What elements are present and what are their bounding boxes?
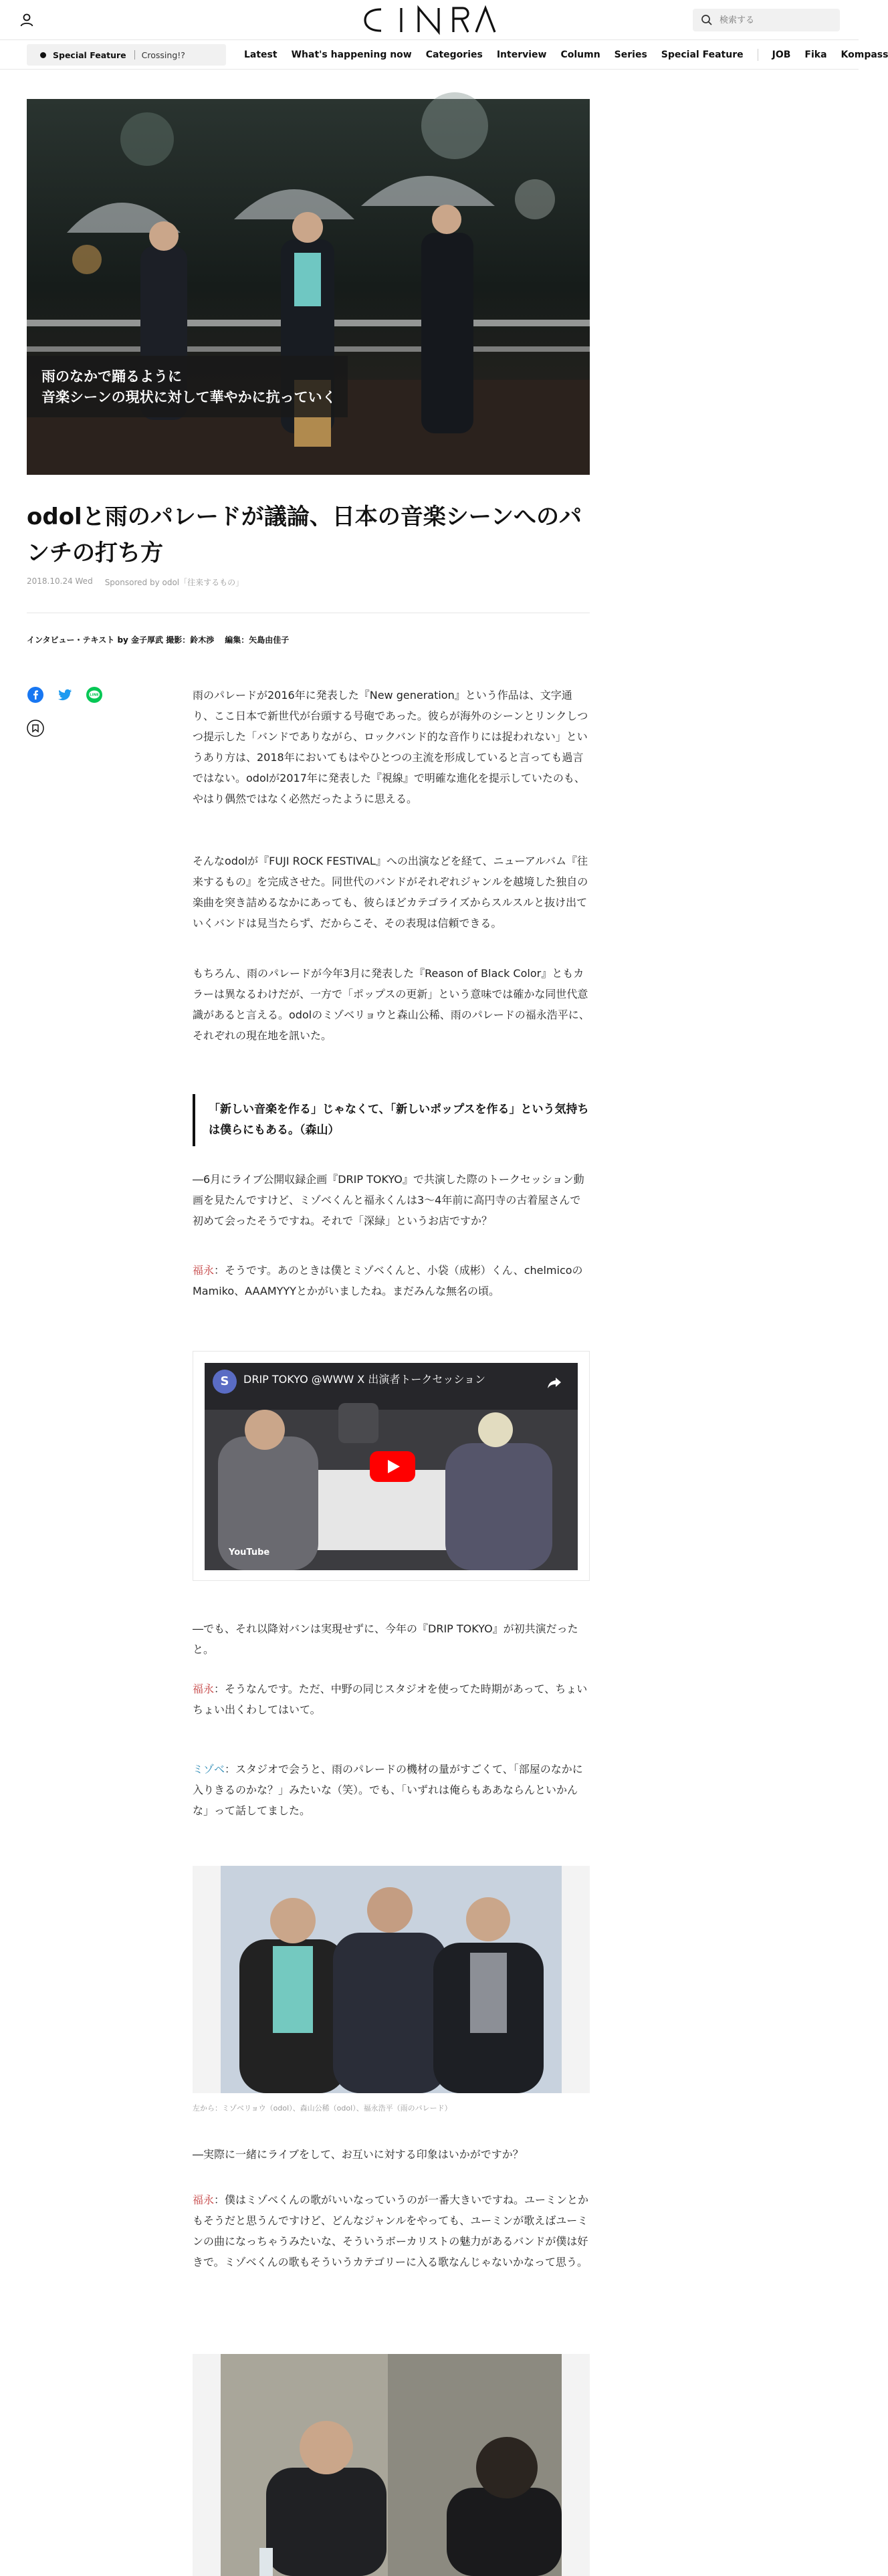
- search-box[interactable]: [693, 9, 840, 31]
- pull-quote: 「新しい音楽を作る」じゃなくて、「新しいポップスを作る」という気持ちは僕らにもある。（森山）: [193, 1094, 590, 1146]
- site-header: [0, 0, 859, 40]
- feature-label: Special Feature: [53, 49, 126, 60]
- bullet-dot: [40, 52, 46, 58]
- feature-sub-link[interactable]: Crossing!?: [141, 49, 185, 60]
- hero-caption-line1: 雨のなかで踊るように: [41, 368, 182, 385]
- answer-text: ：僕はミゾベくんの歌がいいなっていうのが一番大きいですね。ユーミンとかもそうだと思うんですけど、どんなジャンルをやっても、ユーミンが歌えばユーミンの曲になっちゃうみたいな、そういうボーカリストの魅力があるバンドが僕は好きで。ミゾベくんの歌もそういうカテゴリーに入る歌なんじゃないかなって思う。: [193, 2193, 589, 2268]
- play-button[interactable]: [370, 1451, 415, 1482]
- article-credits: [27, 634, 300, 645]
- article-photo: [193, 1866, 590, 2093]
- article-meta: [27, 576, 255, 588]
- nav-latest[interactable]: Latest: [244, 49, 278, 60]
- share-buttons: [27, 686, 99, 740]
- special-feature-pill[interactable]: [27, 44, 226, 66]
- facebook-icon[interactable]: [27, 686, 44, 704]
- twitter-icon[interactable]: [56, 686, 74, 704]
- site-logo[interactable]: [361, 4, 497, 36]
- pocket-icon[interactable]: [27, 720, 44, 737]
- speaker-name: 福永: [193, 1264, 215, 1277]
- sponsor-text: Sponsored by odol「往来するもの」: [104, 578, 244, 587]
- question-paragraph: ―でも、それ以降対バンは実現せずに、今年の『DRIP TOKYO』が初共演だったと。: [193, 1622, 578, 1656]
- answer-paragraph: [193, 2189, 590, 2272]
- answer-paragraph: [193, 1759, 590, 1821]
- article-title: [27, 499, 590, 571]
- nav-column[interactable]: Column: [560, 49, 600, 60]
- question-paragraph: ―実際に一緒にライブをして、お互いに対する印象はいかがですか？: [193, 2148, 524, 2161]
- answer-text: ：そうです。あのときは僕とミゾベくんと、小袋（成彬）くん、chelmicoのMamiko、AAAMYYYとかがいましたね。まだみんな無名の頃。: [193, 1264, 583, 1297]
- body-paragraph: もちろん、雨のパレードが今年3月に発表した『Reason of Black Color』ともカラーは異なるわけだが、一方で「ポップスの更新」という意味では確かな同世代意識があると言える。odolのミゾベリョウと森山公稀、雨のパレードの福永浩平に、それぞれの現在地を訊いた。: [193, 967, 590, 1042]
- photo-caption: 左から：ミゾベリョウ（odol）、森山公稀（odol）、福永浩平（雨のパレード）: [193, 2104, 452, 2113]
- video-title[interactable]: DRIP TOKYO @WWW X 出演者トークセッション: [243, 1373, 486, 1386]
- credits-editor: 編集：矢島由佳子: [225, 635, 290, 645]
- answer-paragraph: [193, 1260, 590, 1301]
- answer-paragraph: [193, 1679, 590, 1720]
- share-icon[interactable]: [546, 1374, 563, 1391]
- user-icon[interactable]: [19, 12, 35, 28]
- main-nav: [0, 40, 888, 70]
- question-paragraph: ―6月にライブ公開収録企画『DRIP TOKYO』で共演した際のトークセッション動画を見たんですけど、ミゾベくんと福永くんは3～4年前に高円寺の古着屋さんで初めて会ったそうですね。それで「深緑」というお店ですか？: [193, 1173, 584, 1227]
- line-icon[interactable]: [86, 686, 103, 704]
- svg-text:LINE: LINE: [90, 693, 99, 697]
- hero-caption-line2: 音楽シーンの現状に対して華やかに抗っていく: [41, 389, 336, 405]
- answer-text: ：そうなんです。ただ、中野の同じスタジオを使ってた時期があって、ちょいちょい出くわしてはいて。: [193, 1683, 588, 1716]
- hero-image: [27, 99, 590, 475]
- speaker-name: ミゾベ: [193, 1763, 225, 1776]
- search-input[interactable]: [719, 13, 833, 27]
- publish-date: 2018.10.24 Wed: [27, 576, 93, 586]
- title-line2: ンチの打ち方: [27, 540, 163, 566]
- nav-series[interactable]: Series: [614, 49, 647, 60]
- search-icon: [701, 14, 713, 26]
- nav-job[interactable]: JOB: [772, 49, 791, 60]
- body-paragraph: 雨のパレードが2016年に発表した『New generation』という作品は、文字通り、ここ日本で新世代が台頭する号砲であった。彼らが海外のシーンとリンクしつつ提示した「バンドでありながら、ロックバンド的な音作りには捉われない」というあり方は、2018年においてもはやひとつの主流を形成していると言っても過言ではない。odolが2017年に発表した『視線』で明確な進化を提示していたのも、やはり偶然ではなく必然だったように思える。: [193, 689, 588, 805]
- body-paragraph: そんなodolが『FUJI ROCK FESTIVAL』への出演などを経て、ニューアルバム『往来するもの』を完成させた。同世代のバンドがそれぞれジャンルを越境した独自の楽曲を突き詰めるなかにあっても、彼らほどカテゴライズからスルスルと抜け出ていくバンドは見当たらず、だからこそ、その表現は信頼できる。: [193, 855, 588, 930]
- nav-whats-happening[interactable]: What's happening now: [291, 49, 412, 60]
- video-embed: [193, 1351, 590, 1581]
- speaker-name: 福永: [193, 1683, 215, 1695]
- title-line1: odolと雨のパレードが議論、日本の音楽シーンへのパ: [27, 504, 582, 530]
- nav-items: [244, 40, 888, 70]
- nav-categories[interactable]: Categories: [425, 49, 483, 60]
- nav-interview[interactable]: Interview: [496, 49, 547, 60]
- speaker-name: 福永: [193, 2193, 215, 2206]
- article-photo: [193, 2354, 590, 2576]
- divider: [134, 50, 135, 60]
- video-player[interactable]: [205, 1363, 578, 1570]
- nav-kompass[interactable]: Kompass: [841, 49, 888, 60]
- credits-interview: インタビュー・テキスト by 金子厚武 撮影：鈴木渉: [27, 635, 215, 645]
- answer-text: ：スタジオで会うと、雨のパレードの機材の量がすごくて、「部屋のなかに入りきるのかな？」みたいな（笑）。でも、「いずれは俺らもああならんといかんな」って話してました。: [193, 1763, 583, 1817]
- hero-caption: [27, 356, 348, 417]
- nav-fika[interactable]: Fika: [804, 49, 827, 60]
- youtube-logo[interactable]: YouTube: [229, 1547, 270, 1558]
- channel-avatar[interactable]: S: [213, 1370, 237, 1394]
- nav-special-feature[interactable]: Special Feature: [661, 49, 744, 60]
